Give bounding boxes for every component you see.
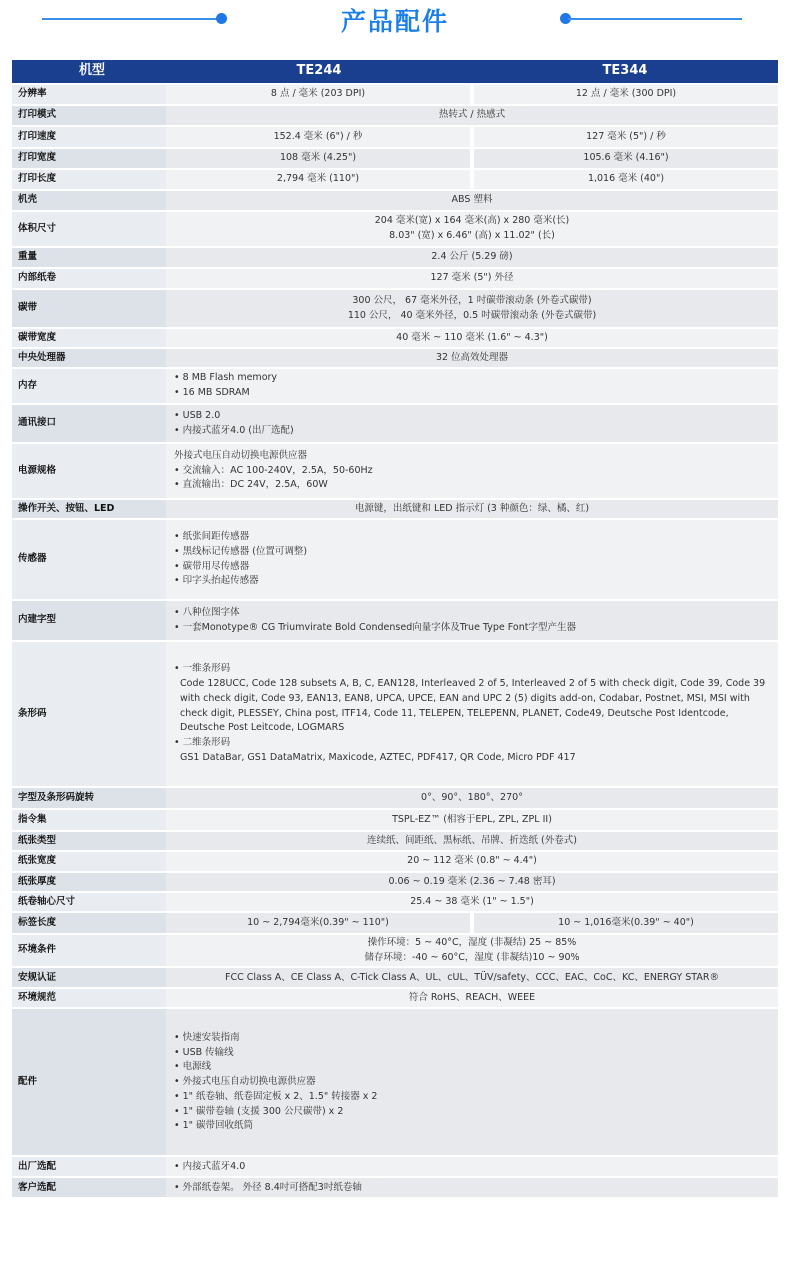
spec-row: [12, 169, 778, 190]
header-label: 机型: [12, 60, 166, 84]
spec-row: [12, 443, 778, 499]
spec-bullet: • 电源线: [174, 1060, 774, 1075]
spec-line: 储存环境：-40 ~ 60°C，湿度 (非凝结)10 ~ 90%: [364, 951, 580, 963]
spec-row: [12, 368, 778, 404]
spec-value: 10 ~ 1,016毫米(0.39" ~ 40"): [472, 912, 778, 934]
spec-bullet: • 碳带用尽传感器: [174, 560, 774, 575]
spec-label: 指令集: [12, 809, 166, 831]
spec-value: 20 ~ 112 毫米 (0.8" ~ 4.4"): [166, 851, 778, 872]
spec-value: 127 毫米 (5") / 秒: [472, 126, 778, 148]
spec-row: [12, 84, 778, 105]
model-te244: TE244: [166, 60, 472, 84]
spec-row: [12, 967, 778, 988]
spec-label: 打印速度: [12, 126, 166, 148]
spec-value: 符合 RoHS、REACH、WEEE: [166, 988, 778, 1008]
spec-row: [12, 328, 778, 348]
spec-block-text: Code 128UCC, Code 128 subsets A, B, C, EAN128, Interleaved 2 of 5, Interleaved 2 of 5 with check digit, Code 39, Code 39 with check digit, Code 93, EAN13, EAN8, UPCA, UPCE, EAN and UPC 2 (5) digits add-on, Codabar, Postnet, MSI, MSI with check digit, PLESSEY, China post, ITF14, Code 11, TELEPEN, TELEPENN, PLANET, Code49, Deutsche Post Identcode, Deutsche Post Leitcode, LOGMARS: [180, 678, 766, 734]
spec-row: [12, 641, 778, 787]
spec-row: [12, 211, 778, 247]
spec-bullet: • USB 传输线: [174, 1046, 774, 1061]
spec-bullet: • 1" 纸卷轴、纸卷固定板 x 2、1.5" 转接器 x 2: [174, 1090, 774, 1105]
spec-row: [12, 851, 778, 872]
spec-value: 8 点 / 毫米 (203 DPI): [166, 84, 472, 105]
spec-value: 0°、90°、180°、270°: [166, 787, 778, 809]
spec-value: FCC Class A、CE Class A、C-Tick Class A、UL、cUL、TÜV/safety、CCC、EAC、CoC、KC、ENERGY STAR®: [166, 967, 778, 988]
spec-bullet: • 一维条形码: [174, 662, 774, 677]
spec-label: 出厂选配: [12, 1156, 166, 1177]
spec-bullet: • 外接式电压自动切换电源供应器: [174, 1075, 774, 1090]
page-header: [0, 0, 790, 44]
spec-label: 内存: [12, 368, 166, 404]
spec-bullet: • 印字头抬起传感器: [174, 574, 774, 589]
spec-bullet: • 交流输入：AC 100-240V，2.5A，50-60Hz: [174, 464, 774, 479]
spec-value: 152.4 毫米 (6") / 秒: [166, 126, 472, 148]
spec-value: 热转式 / 热感式: [166, 105, 778, 126]
spec-value: 127 毫米 (5") 外径: [166, 268, 778, 289]
spec-row: [12, 268, 778, 289]
spec-row: [12, 787, 778, 809]
spec-value: 40 毫米 ~ 110 毫米 (1.6" ~ 4.3"): [166, 328, 778, 348]
spec-row: [12, 190, 778, 211]
spec-bullet: • 8 MB Flash memory: [174, 371, 774, 386]
spec-bullet: • 一套Monotype® CG Triumvirate Bold Condensed向量字体及True Type Font字型产生器: [174, 621, 774, 636]
spec-label: 客户选配: [12, 1177, 166, 1198]
spec-label: 纸张厚度: [12, 872, 166, 892]
spec-label: 分辨率: [12, 84, 166, 105]
spec-value: [166, 443, 778, 499]
spec-row: [12, 1008, 778, 1156]
spec-label: 打印宽度: [12, 148, 166, 169]
spec-value: 电源键，出纸键和 LED 指示灯 (3 种颜色：绿、橘、红): [166, 499, 778, 519]
spec-row: [12, 519, 778, 600]
spec-bullet: • 1" 碳带回收纸筒: [174, 1119, 774, 1134]
spec-label: 体积尺寸: [12, 211, 166, 247]
spec-label: 打印长度: [12, 169, 166, 190]
spec-bullet: • 外部纸卷架。 外径 8.4吋可搭配3吋纸卷轴: [174, 1181, 774, 1196]
spec-label: 机壳: [12, 190, 166, 211]
spec-value: 2,794 毫米 (110"): [166, 169, 472, 190]
spec-row: [12, 809, 778, 831]
spec-bullet: • 快速安装指南: [174, 1031, 774, 1046]
spec-value: 105.6 毫米 (4.16"): [472, 148, 778, 169]
spec-bullet: • 八种位图字体: [174, 606, 774, 621]
spec-value: 25.4 ~ 38 毫米 (1" ~ 1.5"): [166, 892, 778, 912]
spec-value: 32 位高效处理器: [166, 348, 778, 368]
spec-row: [12, 148, 778, 169]
spec-row: [12, 831, 778, 851]
spec-row: [12, 872, 778, 892]
spec-label: 标签长度: [12, 912, 166, 934]
spec-row: [12, 126, 778, 148]
spec-line: 8.03" (宽) x 6.46" (高) x 11.02" (长): [389, 230, 555, 241]
spec-label: 传感器: [12, 519, 166, 600]
spec-value: 2.4 公斤 (5.29 磅): [166, 247, 778, 268]
spec-value: [166, 368, 778, 404]
spec-line: 110 公尺， 40 毫米外径，0.5 吋碳带滚动条 (外卷式碳带): [347, 309, 597, 321]
spec-row: [12, 105, 778, 126]
spec-label: 字型及条形码旋转: [12, 787, 166, 809]
spec-line: 操作环境：5 ~ 40°C，湿度 (非凝结) 25 ~ 85%: [367, 937, 577, 948]
spec-row: [12, 404, 778, 443]
spec-label: 纸卷轴心尺寸: [12, 892, 166, 912]
spec-label: 电源规格: [12, 443, 166, 499]
spec-label: 环境条件: [12, 934, 166, 967]
spec-value: [166, 1177, 778, 1198]
spec-row: [12, 988, 778, 1008]
spec-label: 内建字型: [12, 600, 166, 641]
spec-bullet: • 内接式蓝牙4.0: [174, 1160, 774, 1175]
spec-label: 中央处理器: [12, 348, 166, 368]
spec-line: 204 毫米(宽) x 164 毫米(高) x 280 毫米(长): [374, 215, 570, 227]
spec-bullet: • 二维条形码: [174, 736, 774, 751]
spec-label: 重量: [12, 247, 166, 268]
spec-value: [166, 519, 778, 600]
spec-label: 操作开关、按钮、LED: [12, 499, 166, 519]
spec-label: 碳带宽度: [12, 328, 166, 348]
spec-value: [166, 934, 778, 967]
spec-label: 安规认证: [12, 967, 166, 988]
spec-value: 连续纸、间距纸、黑标纸、吊牌、折迭纸 (外卷式): [166, 831, 778, 851]
spec-table: [12, 60, 778, 1199]
spec-label: 纸张类型: [12, 831, 166, 851]
spec-row: [12, 1177, 778, 1198]
spec-intro: 外接式电压自动切换电源供应器: [174, 449, 308, 461]
spec-block-text: GS1 DataBar, GS1 DataMatrix, Maxicode, AZTEC, PDF417, QR Code, Micro PDF 417: [180, 751, 576, 763]
spec-value: 10 ~ 2,794毫米(0.39" ~ 110"): [166, 912, 472, 934]
spec-value: 1,016 毫米 (40"): [472, 169, 778, 190]
spec-header-row: [12, 60, 778, 84]
spec-label: 通讯接口: [12, 404, 166, 443]
spec-bullet: • 内接式蓝牙4.0 (出厂选配): [174, 424, 774, 439]
spec-label: 环境规范: [12, 988, 166, 1008]
spec-value: [166, 289, 778, 328]
spec-label: 条形码: [12, 641, 166, 787]
spec-value: [166, 1008, 778, 1156]
spec-value: [166, 600, 778, 641]
page-title: 产品配件: [340, 7, 449, 36]
spec-value: [166, 1156, 778, 1177]
spec-row: [12, 247, 778, 268]
spec-row: [12, 600, 778, 641]
spec-value: TSPL-EZ™ (相容于EPL, ZPL, ZPL II): [166, 809, 778, 831]
spec-value: 0.06 ~ 0.19 毫米 (2.36 ~ 7.48 密耳): [166, 872, 778, 892]
spec-row: [12, 892, 778, 912]
spec-value: 108 毫米 (4.25"): [166, 148, 472, 169]
spec-label: 碳带: [12, 289, 166, 328]
spec-label: 内部纸卷: [12, 268, 166, 289]
spec-label: 配件: [12, 1008, 166, 1156]
spec-row: [12, 934, 778, 967]
spec-row: [12, 912, 778, 934]
spec-row: [12, 499, 778, 519]
spec-bullet: • 黑线标记传感器 (位置可调整): [174, 545, 774, 560]
header-line-right: [568, 18, 742, 20]
spec-value: [166, 211, 778, 247]
spec-value: [166, 404, 778, 443]
spec-value: ABS 塑料: [166, 190, 778, 211]
spec-label: 纸张宽度: [12, 851, 166, 872]
spec-bullet: • 16 MB SDRAM: [174, 386, 774, 401]
model-te344: TE344: [472, 60, 778, 84]
spec-line: 300 公尺， 67 毫米外径，1 吋碳带滚动条 (外卷式碳带): [352, 294, 592, 306]
spec-label: 打印模式: [12, 105, 166, 126]
spec-bullet: • 1" 碳带卷轴 (支援 300 公尺碳带) x 2: [174, 1105, 774, 1120]
spec-row: [12, 348, 778, 368]
spec-bullet: • USB 2.0: [174, 409, 774, 424]
spec-value: [166, 641, 778, 787]
spec-row: [12, 289, 778, 328]
spec-row: [12, 1156, 778, 1177]
spec-value: 12 点 / 毫米 (300 DPI): [472, 84, 778, 105]
spec-bullet: • 纸张间距传感器: [174, 530, 774, 545]
spec-bullet: • 直流输出：DC 24V，2.5A，60W: [174, 478, 774, 493]
